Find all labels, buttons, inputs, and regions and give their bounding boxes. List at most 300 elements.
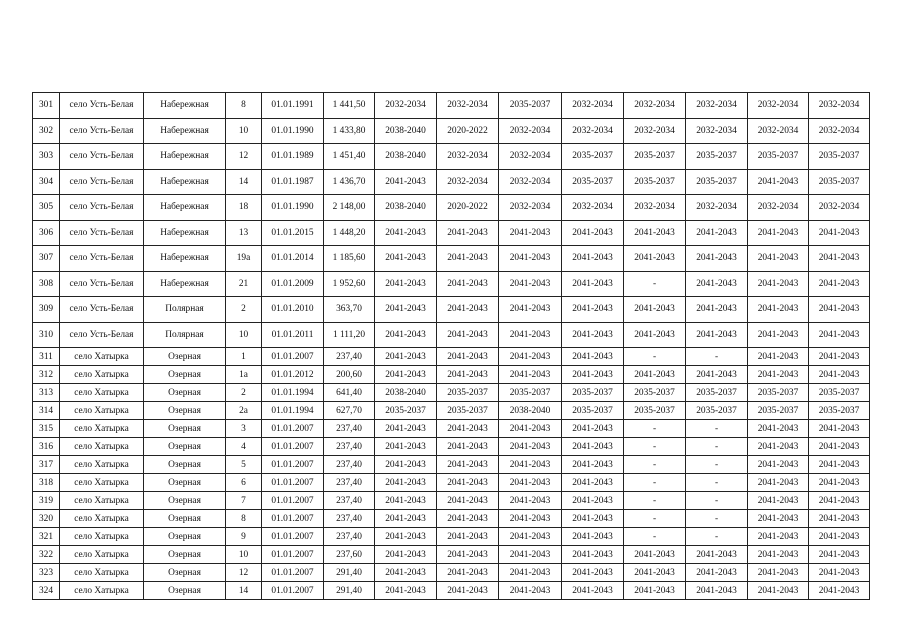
table-body (33, 93, 870, 600)
settlement-cell: село Усть-Белая (60, 220, 144, 246)
repair-period-cell: 2041-2043 (437, 474, 499, 492)
street-cell: Озерная (144, 474, 226, 492)
repair-period-cell: 2041-2043 (748, 297, 809, 323)
settlement-cell: село Хатырка (60, 348, 144, 366)
repair-period-cell: 2041-2043 (748, 510, 809, 528)
repair-period-cell: 2041-2043 (437, 582, 499, 600)
repair-period-cell: 2035-2037 (499, 384, 562, 402)
commission-date-cell: 01.01.2007 (262, 438, 324, 456)
row-number-cell: 318 (33, 474, 60, 492)
house-number-cell: 4 (226, 438, 262, 456)
repair-period-cell: 2041-2043 (562, 348, 624, 366)
repair-period-cell: 2041-2043 (562, 246, 624, 272)
street-cell: Набережная (144, 93, 226, 119)
table-row (33, 582, 870, 600)
commission-date-cell: 01.01.2009 (262, 271, 324, 297)
house-number-cell: 10 (226, 546, 262, 564)
row-number-cell: 312 (33, 366, 60, 384)
repair-period-cell: 2041-2043 (437, 420, 499, 438)
repair-period-cell: 2041-2043 (748, 420, 809, 438)
repair-period-cell: 2041-2043 (809, 474, 870, 492)
table-row (33, 474, 870, 492)
commission-date-cell: 01.01.1989 (262, 144, 324, 170)
repair-period-cell: 2038-2040 (499, 402, 562, 420)
repair-period-cell: 2032-2034 (499, 195, 562, 221)
repair-period-cell: 2035-2037 (562, 144, 624, 170)
repair-period-cell: - (624, 271, 686, 297)
repair-period-cell: 2041-2043 (437, 564, 499, 582)
repair-period-cell: 2041-2043 (375, 564, 437, 582)
repair-period-cell: 2041-2043 (809, 220, 870, 246)
house-number-cell: 5 (226, 456, 262, 474)
row-number-cell: 310 (33, 322, 60, 348)
row-number-cell: 319 (33, 492, 60, 510)
repair-period-cell: 2035-2037 (624, 144, 686, 170)
repair-period-cell: 2041-2043 (809, 322, 870, 348)
area-cell: 1 451,40 (324, 144, 375, 170)
commission-date-cell: 01.01.2015 (262, 220, 324, 246)
street-cell: Набережная (144, 246, 226, 272)
table-row (33, 271, 870, 297)
repair-period-cell: 2032-2034 (624, 118, 686, 144)
area-cell: 291,40 (324, 564, 375, 582)
repair-period-cell: - (624, 348, 686, 366)
street-cell: Набережная (144, 144, 226, 170)
repair-period-cell: 2041-2043 (499, 474, 562, 492)
repair-period-cell: 2041-2043 (809, 438, 870, 456)
repair-period-cell: 2020-2022 (437, 195, 499, 221)
repair-period-cell: 2041-2043 (375, 420, 437, 438)
commission-date-cell: 01.01.1994 (262, 402, 324, 420)
settlement-cell: село Хатырка (60, 384, 144, 402)
repair-period-cell: 2041-2043 (499, 564, 562, 582)
repair-period-cell: 2035-2037 (562, 402, 624, 420)
repair-period-cell: - (624, 438, 686, 456)
house-number-cell: 6 (226, 474, 262, 492)
house-number-cell: 8 (226, 93, 262, 119)
settlement-cell: село Усть-Белая (60, 144, 144, 170)
commission-date-cell: 01.01.2007 (262, 348, 324, 366)
area-cell: 2 148,00 (324, 195, 375, 221)
street-cell: Озерная (144, 510, 226, 528)
street-cell: Набережная (144, 195, 226, 221)
repair-period-cell: 2041-2043 (624, 220, 686, 246)
repair-period-cell: 2032-2034 (624, 195, 686, 221)
area-cell: 237,40 (324, 420, 375, 438)
repair-period-cell: 2041-2043 (562, 220, 624, 246)
commission-date-cell: 01.01.2007 (262, 474, 324, 492)
row-number-cell: 301 (33, 93, 60, 119)
repair-period-cell: 2041-2043 (624, 564, 686, 582)
commission-date-cell: 01.01.2007 (262, 546, 324, 564)
repair-period-cell: 2041-2043 (809, 546, 870, 564)
repair-period-cell: 2032-2034 (686, 195, 748, 221)
repair-period-cell: 2035-2037 (562, 169, 624, 195)
house-number-cell: 18 (226, 195, 262, 221)
area-cell: 627,70 (324, 402, 375, 420)
repair-period-cell: 2041-2043 (375, 456, 437, 474)
repair-period-cell: 2041-2043 (809, 492, 870, 510)
settlement-cell: село Хатырка (60, 402, 144, 420)
repair-period-cell: 2041-2043 (624, 246, 686, 272)
repair-period-cell: 2041-2043 (499, 528, 562, 546)
settlement-cell: село Хатырка (60, 528, 144, 546)
table-row (33, 366, 870, 384)
row-number-cell: 322 (33, 546, 60, 564)
repair-period-cell: 2041-2043 (437, 297, 499, 323)
repair-period-cell: 2041-2043 (437, 546, 499, 564)
repair-period-cell: 2038-2040 (375, 195, 437, 221)
table-row (33, 93, 870, 119)
repair-period-cell: 2035-2037 (686, 384, 748, 402)
street-cell: Полярная (144, 322, 226, 348)
repair-period-cell: - (686, 510, 748, 528)
repair-period-cell: 2041-2043 (624, 322, 686, 348)
repair-period-cell: 2032-2034 (748, 118, 809, 144)
repair-period-cell: 2041-2043 (562, 366, 624, 384)
repair-period-cell: 2041-2043 (809, 564, 870, 582)
street-cell: Озерная (144, 348, 226, 366)
repair-period-cell: 2041-2043 (748, 492, 809, 510)
table-row (33, 456, 870, 474)
repair-period-cell: - (624, 474, 686, 492)
house-number-cell: 10 (226, 118, 262, 144)
repair-period-cell: 2041-2043 (499, 510, 562, 528)
settlement-cell: село Усть-Белая (60, 246, 144, 272)
repair-period-cell: 2041-2043 (375, 582, 437, 600)
repair-period-cell: 2035-2037 (809, 144, 870, 170)
settlement-cell: село Хатырка (60, 456, 144, 474)
repair-period-cell: 2041-2043 (499, 366, 562, 384)
repair-period-cell: - (686, 438, 748, 456)
repair-period-cell: 2041-2043 (499, 492, 562, 510)
row-number-cell: 324 (33, 582, 60, 600)
repair-period-cell: - (624, 528, 686, 546)
repair-period-cell: 2041-2043 (748, 438, 809, 456)
commission-date-cell: 01.01.1987 (262, 169, 324, 195)
area-cell: 1 952,60 (324, 271, 375, 297)
table-row (33, 322, 870, 348)
street-cell: Озерная (144, 420, 226, 438)
street-cell: Набережная (144, 271, 226, 297)
repair-period-cell: 2041-2043 (375, 528, 437, 546)
street-cell: Озерная (144, 582, 226, 600)
settlement-cell: село Хатырка (60, 582, 144, 600)
repair-period-cell: 2041-2043 (375, 510, 437, 528)
settlement-cell: село Усть-Белая (60, 93, 144, 119)
repair-period-cell: 2041-2043 (375, 322, 437, 348)
table-row (33, 492, 870, 510)
commission-date-cell: 01.01.2007 (262, 456, 324, 474)
repair-period-cell: 2041-2043 (809, 366, 870, 384)
repair-period-cell: 2035-2037 (375, 402, 437, 420)
repair-period-cell: 2041-2043 (748, 546, 809, 564)
settlement-cell: село Усть-Белая (60, 195, 144, 221)
repair-period-cell: 2035-2037 (562, 384, 624, 402)
row-number-cell: 323 (33, 564, 60, 582)
street-cell: Озерная (144, 456, 226, 474)
area-cell: 237,60 (324, 546, 375, 564)
house-number-cell: 10 (226, 322, 262, 348)
repair-period-cell: 2032-2034 (499, 118, 562, 144)
repair-period-cell: 2041-2043 (437, 438, 499, 456)
repair-period-cell: - (686, 348, 748, 366)
repair-period-cell: 2041-2043 (809, 456, 870, 474)
table-row (33, 528, 870, 546)
repair-period-cell: 2035-2037 (499, 93, 562, 119)
table-row (33, 348, 870, 366)
area-cell: 237,40 (324, 528, 375, 546)
repair-period-cell: 2041-2043 (624, 366, 686, 384)
repair-period-cell: 2041-2043 (437, 246, 499, 272)
repair-period-cell: 2041-2043 (499, 220, 562, 246)
repair-period-cell: 2035-2037 (624, 169, 686, 195)
commission-date-cell: 01.01.2007 (262, 528, 324, 546)
repair-period-cell: 2041-2043 (809, 582, 870, 600)
repair-period-cell: 2032-2034 (809, 118, 870, 144)
repair-period-cell: 2041-2043 (748, 169, 809, 195)
repair-period-cell: 2041-2043 (375, 271, 437, 297)
commission-date-cell: 01.01.1990 (262, 195, 324, 221)
house-number-cell: 1а (226, 366, 262, 384)
street-cell: Озерная (144, 492, 226, 510)
row-number-cell: 304 (33, 169, 60, 195)
repair-period-cell: 2041-2043 (748, 271, 809, 297)
table-row (33, 118, 870, 144)
repair-period-cell: 2041-2043 (748, 322, 809, 348)
table-row (33, 220, 870, 246)
street-cell: Набережная (144, 118, 226, 144)
row-number-cell: 316 (33, 438, 60, 456)
table-row (33, 402, 870, 420)
repair-period-cell: 2032-2034 (809, 195, 870, 221)
repair-period-cell: 2032-2034 (499, 144, 562, 170)
repair-period-cell: 2035-2037 (686, 169, 748, 195)
house-number-cell: 1 (226, 348, 262, 366)
repair-period-cell: 2041-2043 (809, 246, 870, 272)
row-number-cell: 311 (33, 348, 60, 366)
repair-period-cell: 2041-2043 (562, 492, 624, 510)
repair-period-cell: 2041-2043 (375, 438, 437, 456)
settlement-cell: село Хатырка (60, 510, 144, 528)
street-cell: Озерная (144, 438, 226, 456)
street-cell: Набережная (144, 169, 226, 195)
area-cell: 237,40 (324, 348, 375, 366)
repair-period-cell: 2041-2043 (499, 348, 562, 366)
repair-period-cell: 2041-2043 (686, 564, 748, 582)
house-number-cell: 2 (226, 297, 262, 323)
repair-period-cell: - (624, 492, 686, 510)
commission-date-cell: 01.01.2007 (262, 420, 324, 438)
commission-date-cell: 01.01.2012 (262, 366, 324, 384)
repair-period-cell: 2041-2043 (375, 492, 437, 510)
area-cell: 1 185,60 (324, 246, 375, 272)
repair-period-cell: 2041-2043 (499, 420, 562, 438)
repair-period-cell: 2032-2034 (624, 93, 686, 119)
repair-period-cell: 2038-2040 (375, 384, 437, 402)
area-cell: 237,40 (324, 438, 375, 456)
repair-period-cell: 2041-2043 (748, 582, 809, 600)
repair-period-cell: 2041-2043 (624, 582, 686, 600)
row-number-cell: 309 (33, 297, 60, 323)
repair-period-cell: 2041-2043 (809, 510, 870, 528)
row-number-cell: 303 (33, 144, 60, 170)
repair-period-cell: 2041-2043 (748, 220, 809, 246)
street-cell: Озерная (144, 384, 226, 402)
table-row (33, 510, 870, 528)
repair-period-cell: 2041-2043 (437, 492, 499, 510)
area-cell: 1 433,80 (324, 118, 375, 144)
repair-period-cell: 2032-2034 (562, 195, 624, 221)
row-number-cell: 321 (33, 528, 60, 546)
repair-period-cell: 2032-2034 (809, 93, 870, 119)
repair-period-cell: - (624, 420, 686, 438)
house-number-cell: 3 (226, 420, 262, 438)
repair-period-cell: 2041-2043 (624, 297, 686, 323)
street-cell: Полярная (144, 297, 226, 323)
repair-period-cell: 2032-2034 (686, 118, 748, 144)
repair-period-cell: - (686, 456, 748, 474)
repair-period-cell: 2041-2043 (499, 246, 562, 272)
commission-date-cell: 01.01.2007 (262, 582, 324, 600)
commission-date-cell: 01.01.2014 (262, 246, 324, 272)
table-row (33, 169, 870, 195)
settlement-cell: село Хатырка (60, 474, 144, 492)
settlement-cell: село Хатырка (60, 366, 144, 384)
repair-period-cell: - (686, 420, 748, 438)
repair-period-cell: 2041-2043 (499, 297, 562, 323)
repair-period-cell: 2041-2043 (499, 546, 562, 564)
row-number-cell: 307 (33, 246, 60, 272)
repair-period-cell: 2041-2043 (437, 456, 499, 474)
repair-period-cell: 2041-2043 (748, 456, 809, 474)
house-number-cell: 13 (226, 220, 262, 246)
repair-period-cell: 2035-2037 (748, 144, 809, 170)
area-cell: 200,60 (324, 366, 375, 384)
repair-period-cell: 2038-2040 (375, 118, 437, 144)
repair-period-cell: 2032-2034 (748, 195, 809, 221)
repair-period-cell: 2041-2043 (562, 271, 624, 297)
area-cell: 363,70 (324, 297, 375, 323)
repair-period-cell: 2041-2043 (562, 297, 624, 323)
commission-date-cell: 01.01.2011 (262, 322, 324, 348)
repair-period-cell: 2035-2037 (437, 402, 499, 420)
repair-period-cell: 2035-2037 (809, 169, 870, 195)
repair-period-cell: 2041-2043 (562, 474, 624, 492)
repair-period-cell: 2032-2034 (375, 93, 437, 119)
street-cell: Набережная (144, 220, 226, 246)
repair-period-cell: 2041-2043 (437, 528, 499, 546)
street-cell: Озерная (144, 528, 226, 546)
house-number-cell: 14 (226, 582, 262, 600)
repair-period-cell: 2041-2043 (686, 297, 748, 323)
house-number-cell: 9 (226, 528, 262, 546)
table-row (33, 564, 870, 582)
repair-period-cell: 2041-2043 (437, 510, 499, 528)
repair-period-cell: 2041-2043 (809, 348, 870, 366)
row-number-cell: 314 (33, 402, 60, 420)
area-cell: 237,40 (324, 456, 375, 474)
repair-period-cell: 2032-2034 (437, 144, 499, 170)
settlement-cell: село Усть-Белая (60, 169, 144, 195)
repair-period-cell: 2041-2043 (686, 322, 748, 348)
area-cell: 1 448,20 (324, 220, 375, 246)
repair-period-cell: 2041-2043 (375, 297, 437, 323)
commission-date-cell: 01.01.1990 (262, 118, 324, 144)
repair-period-cell: 2035-2037 (624, 384, 686, 402)
settlement-cell: село Усть-Белая (60, 118, 144, 144)
table-row (33, 546, 870, 564)
repair-period-cell: 2041-2043 (748, 366, 809, 384)
area-cell: 237,40 (324, 510, 375, 528)
repair-period-cell: 2035-2037 (748, 402, 809, 420)
settlement-cell: село Хатырка (60, 492, 144, 510)
repair-period-cell: - (624, 510, 686, 528)
repair-period-cell: 2041-2043 (748, 348, 809, 366)
house-number-cell: 21 (226, 271, 262, 297)
house-number-cell: 14 (226, 169, 262, 195)
repair-period-cell: 2035-2037 (437, 384, 499, 402)
repair-period-cell: 2041-2043 (437, 348, 499, 366)
repair-period-cell: 2041-2043 (686, 271, 748, 297)
repair-period-cell: 2038-2040 (375, 144, 437, 170)
settlement-cell: село Хатырка (60, 564, 144, 582)
repair-period-cell: 2041-2043 (499, 438, 562, 456)
repair-period-cell: 2041-2043 (748, 528, 809, 546)
commission-date-cell: 01.01.2007 (262, 564, 324, 582)
repair-period-cell: 2041-2043 (686, 582, 748, 600)
repair-period-cell: 2041-2043 (375, 169, 437, 195)
repair-period-cell: 2032-2034 (499, 169, 562, 195)
repair-period-cell: 2041-2043 (375, 220, 437, 246)
row-number-cell: 308 (33, 271, 60, 297)
repair-period-cell: 2041-2043 (562, 582, 624, 600)
street-cell: Озерная (144, 402, 226, 420)
table-row (33, 195, 870, 221)
repair-period-cell: 2041-2043 (562, 322, 624, 348)
repair-period-cell: 2032-2034 (437, 169, 499, 195)
repair-period-cell: 2041-2043 (809, 271, 870, 297)
repair-period-cell: 2020-2022 (437, 118, 499, 144)
repair-period-cell: 2041-2043 (375, 348, 437, 366)
repair-period-cell: 2041-2043 (562, 564, 624, 582)
settlement-cell: село Хатырка (60, 420, 144, 438)
repair-period-cell: 2041-2043 (375, 366, 437, 384)
house-number-cell: 7 (226, 492, 262, 510)
repair-period-cell: 2035-2037 (624, 402, 686, 420)
repair-period-cell: 2032-2034 (437, 93, 499, 119)
table-row (33, 438, 870, 456)
repair-period-cell: 2041-2043 (686, 546, 748, 564)
row-number-cell: 317 (33, 456, 60, 474)
table-row (33, 297, 870, 323)
row-number-cell: 320 (33, 510, 60, 528)
repair-period-cell: 2035-2037 (809, 384, 870, 402)
housing-repair-schedule-table (32, 92, 870, 600)
settlement-cell: село Хатырка (60, 438, 144, 456)
repair-period-cell: 2041-2043 (375, 546, 437, 564)
repair-period-cell: 2041-2043 (748, 474, 809, 492)
settlement-cell: село Усть-Белая (60, 322, 144, 348)
repair-period-cell: - (624, 456, 686, 474)
repair-period-cell: 2041-2043 (562, 510, 624, 528)
street-cell: Озерная (144, 366, 226, 384)
settlement-cell: село Усть-Белая (60, 271, 144, 297)
repair-period-cell: 2041-2043 (437, 366, 499, 384)
repair-period-cell: 2041-2043 (686, 366, 748, 384)
area-cell: 1 436,70 (324, 169, 375, 195)
commission-date-cell: 01.01.2007 (262, 492, 324, 510)
